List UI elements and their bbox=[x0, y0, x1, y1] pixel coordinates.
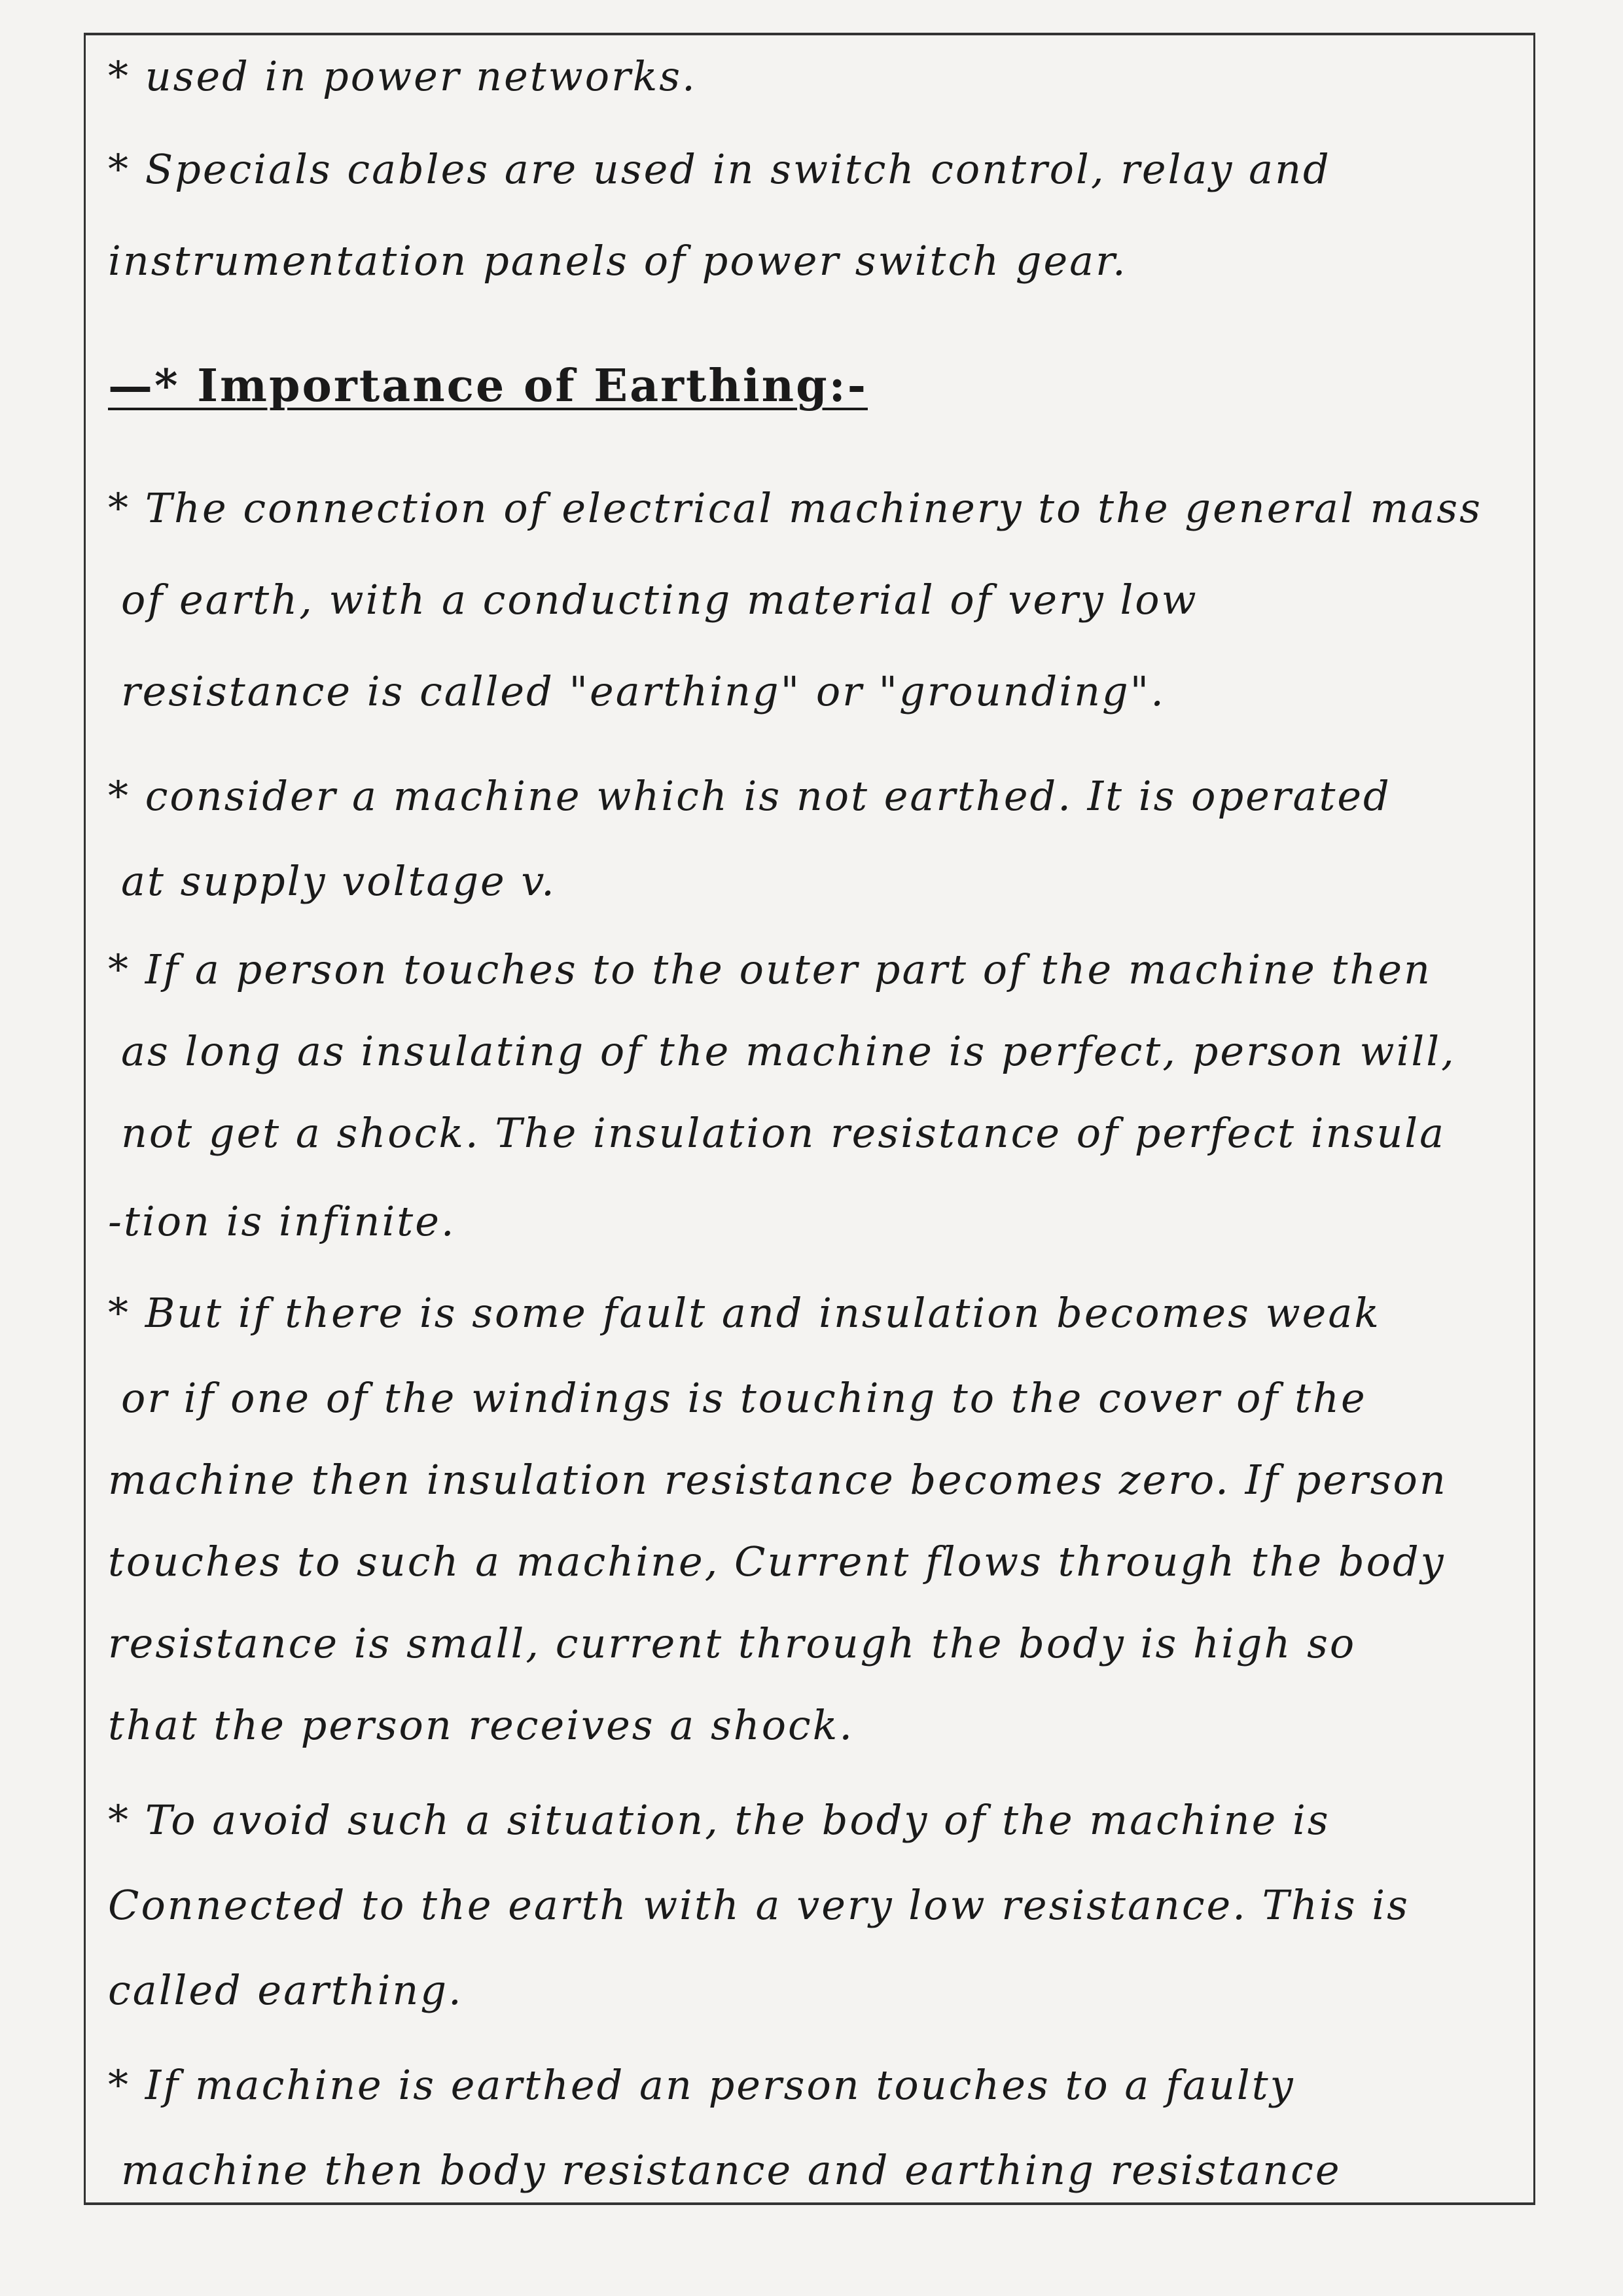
note-line: instrumentation panels of power switch gear. bbox=[108, 237, 1128, 285]
note-line: * If a person touches to the outer part of the machine then bbox=[108, 945, 1432, 993]
note-line: * used in power networks. bbox=[108, 52, 697, 100]
note-line: * The connection of electrical machinery to the general mass bbox=[108, 484, 1482, 532]
note-line: * But if there is some fault and insulation becomes weak bbox=[108, 1289, 1381, 1337]
note-line: machine then insulation resistance becomes zero. If person bbox=[108, 1456, 1448, 1504]
note-line: machine then body resistance and earthing resistance bbox=[121, 2146, 1342, 2194]
note-line: -tion is infinite. bbox=[108, 1197, 456, 1245]
note-line: resistance is called "earthing" or "grounding". bbox=[121, 667, 1166, 715]
note-line: resistance is small, current through the body is high so bbox=[108, 1619, 1357, 1667]
note-line: * To avoid such a situation, the body of the machine is bbox=[108, 1796, 1330, 1844]
note-line: * If machine is earthed an person touches to a faulty bbox=[108, 2061, 1295, 2109]
note-line: called earthing. bbox=[108, 1966, 463, 2014]
note-line: that the person receives a shock. bbox=[108, 1701, 855, 1749]
note-line: Connected to the earth with a very low resistance. This is bbox=[108, 1881, 1410, 1929]
note-line: or if one of the windings is touching to the cover of the bbox=[121, 1374, 1367, 1422]
note-line: * consider a machine which is not earthed. It is operated bbox=[108, 772, 1391, 820]
note-line: as long as insulating of the machine is perfect, person will, bbox=[121, 1027, 1456, 1075]
note-line: * Specials cables are used in switch control, relay and bbox=[108, 145, 1331, 193]
note-line: of earth, with a conducting material of very low bbox=[121, 576, 1198, 624]
note-line: not get a shock. The insulation resistance of perfect insula bbox=[121, 1109, 1446, 1157]
note-line: touches to such a machine, Current flows through the body bbox=[108, 1538, 1446, 1585]
section-heading: —* Importance of Earthing:- bbox=[108, 360, 868, 412]
note-line: at supply voltage v. bbox=[121, 857, 556, 905]
